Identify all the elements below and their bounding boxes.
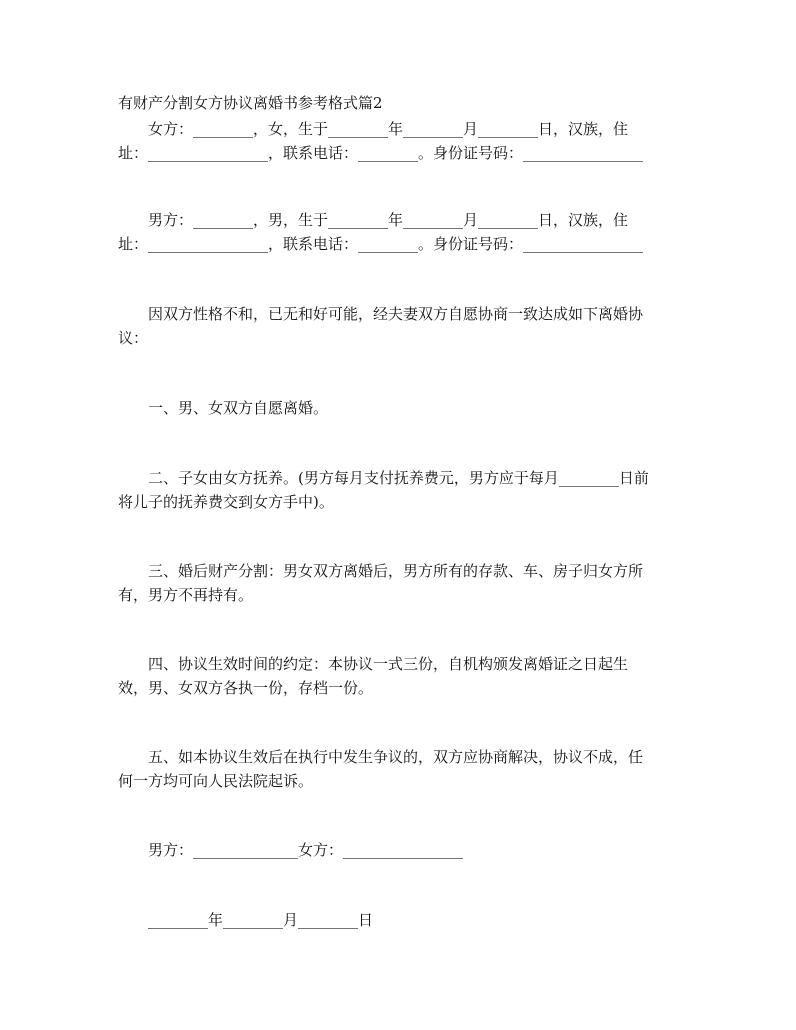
signatures-line: 男方：______________女方：________________ — [148, 841, 464, 859]
preamble-line-2: 议： — [118, 329, 149, 347]
clause-4-line-1: 四、协议生效时间的约定：本协议一式三份，自机构颁发离婚证之日起生 — [148, 655, 629, 673]
clause-3 — [118, 559, 678, 607]
signatures — [118, 838, 678, 862]
document-title: 有财产分割女方协议离婚书参考格式篇2 — [118, 94, 383, 112]
female-party-line-2: 址：________________，联系电话：________。身份证号码：________________ — [118, 144, 644, 162]
preamble-line-1: 因双方性格不和，已无和好可能，经夫妻双方自愿协商一致达成如下离婚协 — [148, 305, 644, 323]
clause-2-line-2: 将儿子的抚养费交到女方手中)。 — [118, 493, 334, 511]
clause-4 — [118, 652, 678, 700]
clause-1 — [118, 396, 678, 420]
female-party-line-1: 女方：________，女，生于________年________月________日，汉族，住 — [148, 120, 629, 138]
preamble — [118, 302, 678, 350]
clause-2 — [118, 466, 678, 514]
clause-4-line-2: 效，男、女双方各执一份，存档一份。 — [118, 679, 374, 697]
clause-3-line-2: 有，男方不再持有。 — [118, 586, 254, 604]
date-line — [118, 908, 678, 932]
male-party-line-2: 址：________________，联系电话：________。身份证号码：________________ — [118, 235, 644, 253]
clause-5-line-1: 五、如本协议生效后在执行中发生争议的，双方应协商解决，协议不成，任 — [148, 748, 644, 766]
clause-5-line-2: 何一方均可向人民法院起诉。 — [118, 772, 314, 790]
female-party-info — [118, 117, 678, 165]
male-party-line-1: 男方：________，男，生于________年________月________日，汉族，住 — [148, 211, 629, 229]
clause-5 — [118, 745, 678, 793]
male-party-info — [118, 208, 678, 256]
clause-1-line-1: 一、男、女双方自愿离婚。 — [148, 399, 329, 417]
date-fields: ________年________月________日 — [148, 911, 374, 929]
clause-3-line-1: 三、婚后财产分割：男女双方离婚后，男方所有的存款、车、房子归女方所 — [148, 562, 644, 580]
clause-2-line-1: 二、子女由女方抚养。(男方每月支付抚养费元，男方应于每月________日前 — [148, 469, 649, 487]
